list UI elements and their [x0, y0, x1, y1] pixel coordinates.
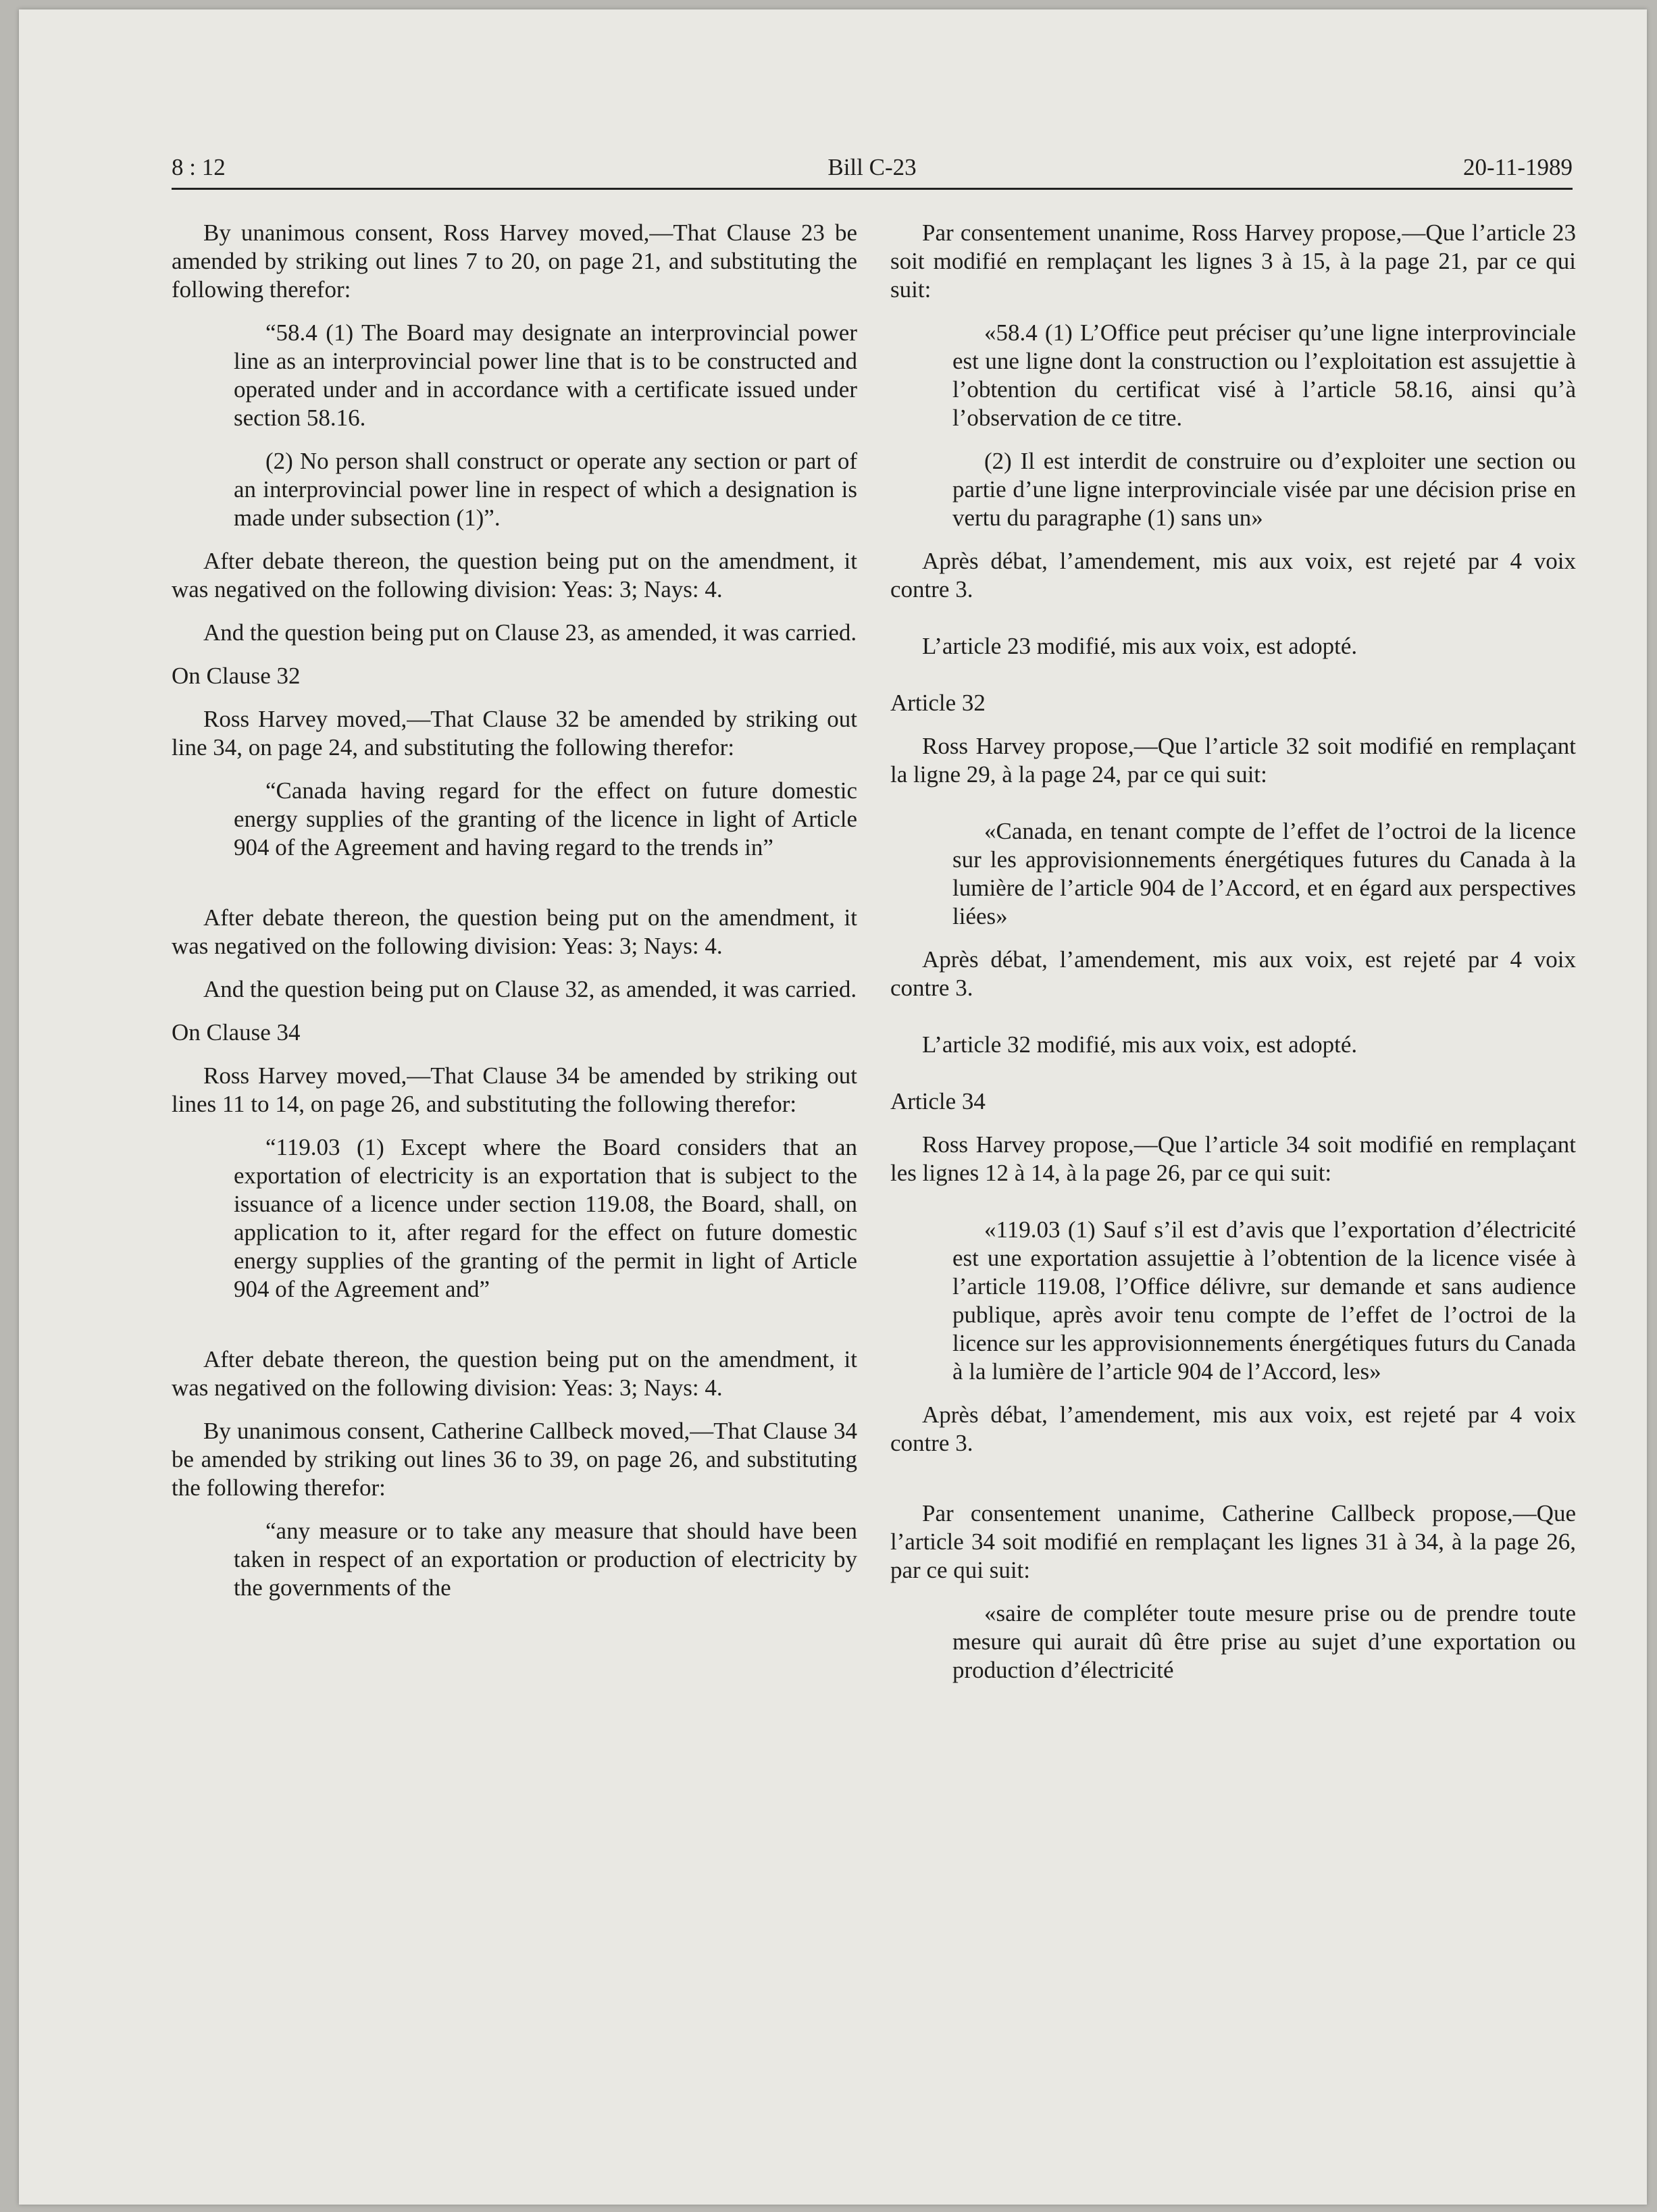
paragraph: After debate thereon, the question being put on the amendment, it was negatived on the following division: Yeas: 3; Nays: 4.	[172, 548, 857, 602]
french-column	[890, 219, 1576, 1699]
paragraph: Ross Harvey propose,—Que l’article 34 soit modifié en remplaçant les lignes 12 à 14, à la page 26, par ce qui suit:	[890, 1131, 1576, 1186]
paragraph: And the question being put on Clause 32, as amended, it was carried.	[203, 976, 857, 1002]
paragraph: Par consentement unanime, Catherine Callbeck propose,—Que l’article 34 soit modifié en remplaçant les lignes 31 à 34, à la page 26, par ce qui suit:	[890, 1500, 1576, 1583]
section-heading: Article 34	[890, 1088, 986, 1114]
quoted-amendment: «119.03 (1) Sauf s’il est d’avis que l’exportation d’électricité est une exportation assujettie à l’obtention de la licence visée à l’article 119.08, l’Office délivre, sur demande et sans audience publique, après avoir tenu compte de l’effet de l’octroi de la licence sur les approvisionnements énergétiques futurs du Canada à la lumière de l’article 904 de l’Accord, les»	[952, 1216, 1576, 1385]
header-date: 20-11-1989	[1462, 154, 1573, 180]
section-heading: Article 32	[890, 690, 986, 716]
quoted-amendment: «saire de compléter toute mesure prise ou de prendre toute mesure qui aurait dû être prise au sujet d’une exportation ou production d’électricité	[952, 1600, 1576, 1683]
quoted-amendment: «58.4 (1) L’Office peut préciser qu’une ligne interprovinciale est une ligne dont la construction ou l’exploitation est assujettie à l’obtention du certificat visé à l’article 58.16, ainsi qu’à l’observation de ce titre.	[952, 319, 1576, 431]
paragraph: By unanimous consent, Ross Harvey moved,—That Clause 23 be amended by striking out lines 7 to 20, on page 21, and substituting the following therefor:	[172, 220, 857, 303]
paragraph: L’article 23 modifié, mis aux voix, est adopté.	[922, 633, 1358, 659]
running-header	[172, 150, 1573, 190]
paragraph: Ross Harvey moved,—That Clause 34 be amended by striking out lines 11 to 14, on page 26, and substituting the following therefor:	[172, 1062, 857, 1117]
paragraph: After debate thereon, the question being put on the amendment, it was negatived on the following division: Yeas: 3; Nays: 4.	[172, 1346, 857, 1401]
quoted-amendment: (2) Il est interdit de construire ou d’exploiter une section ou partie d’une ligne interprovinciale visée par une décision prise en vertu du paragraphe (1) sans un»	[952, 448, 1576, 531]
page-number: 8 : 12	[172, 154, 226, 180]
paragraph: Ross Harvey propose,—Que l’article 32 soit modifié en remplaçant la ligne 29, à la page 24, par ce qui suit:	[890, 733, 1576, 788]
paragraph: Après débat, l’amendement, mis aux voix, est rejeté par 4 voix contre 3.	[890, 1401, 1576, 1456]
paragraph: Par consentement unanime, Ross Harvey propose,—Que l’article 23 soit modifié en remplaçant les lignes 3 à 15, à la page 21, par ce qui suit:	[890, 220, 1576, 303]
english-column	[172, 219, 857, 1617]
paragraph: By unanimous consent, Catherine Callbeck moved,—That Clause 34 be amended by striking out lines 36 to 39, on page 26, and substituting the following therefor:	[172, 1418, 857, 1501]
quoted-amendment: «Canada, en tenant compte de l’effet de l’octroi de la licence sur les approvisionnements énergétiques futures du Canada à la lumière de l’article 904 de l’Accord, et en égard aux perspectives liées»	[952, 818, 1576, 929]
quoted-amendment: (2) No person shall construct or operate any section or part of an interprovincial power line in respect of which a designation is made under subsection (1)”.	[234, 448, 857, 531]
paragraph: Après débat, l’amendement, mis aux voix, est rejeté par 4 voix contre 3.	[890, 548, 1576, 602]
section-heading: On Clause 34	[172, 1019, 301, 1046]
bill-title: Bill C-23	[827, 154, 917, 180]
paragraph: Après débat, l’amendement, mis aux voix, est rejeté par 4 voix contre 3.	[890, 946, 1576, 1001]
paragraph: And the question being put on Clause 23, as amended, it was carried.	[203, 619, 857, 646]
quoted-amendment: “any measure or to take any measure that should have been taken in respect of an exportation or production of electricity by the governments of the	[234, 1518, 857, 1601]
quoted-amendment: “119.03 (1) Except where the Board considers that an exportation of electricity is an exportation that is subject to the issuance of a licence under section 119.08, the Board, shall, on application to it, after regard for the effect on future domestic energy supplies of the granting of the permit in light of Article 904 of the Agreement and”	[234, 1134, 857, 1302]
paragraph: Ross Harvey moved,—That Clause 32 be amended by striking out line 34, on page 24, and substituting the following therefor:	[172, 706, 857, 761]
section-heading: On Clause 32	[172, 663, 301, 689]
paragraph: L’article 32 modifié, mis aux voix, est adopté.	[922, 1031, 1358, 1058]
quoted-amendment: “Canada having regard for the effect on future domestic energy supplies of the granting of the licence in light of Article 904 of the Agreement and having regard to the trends in”	[234, 777, 857, 860]
paragraph: After debate thereon, the question being put on the amendment, it was negatived on the following division: Yeas: 3; Nays: 4.	[172, 904, 857, 959]
document-page	[19, 9, 1647, 2205]
quoted-amendment: “58.4 (1) The Board may designate an interprovincial power line as an interprovincial power line that is to be constructed and operated under and in accordance with a certificate issued under section 58.16.	[234, 319, 857, 431]
